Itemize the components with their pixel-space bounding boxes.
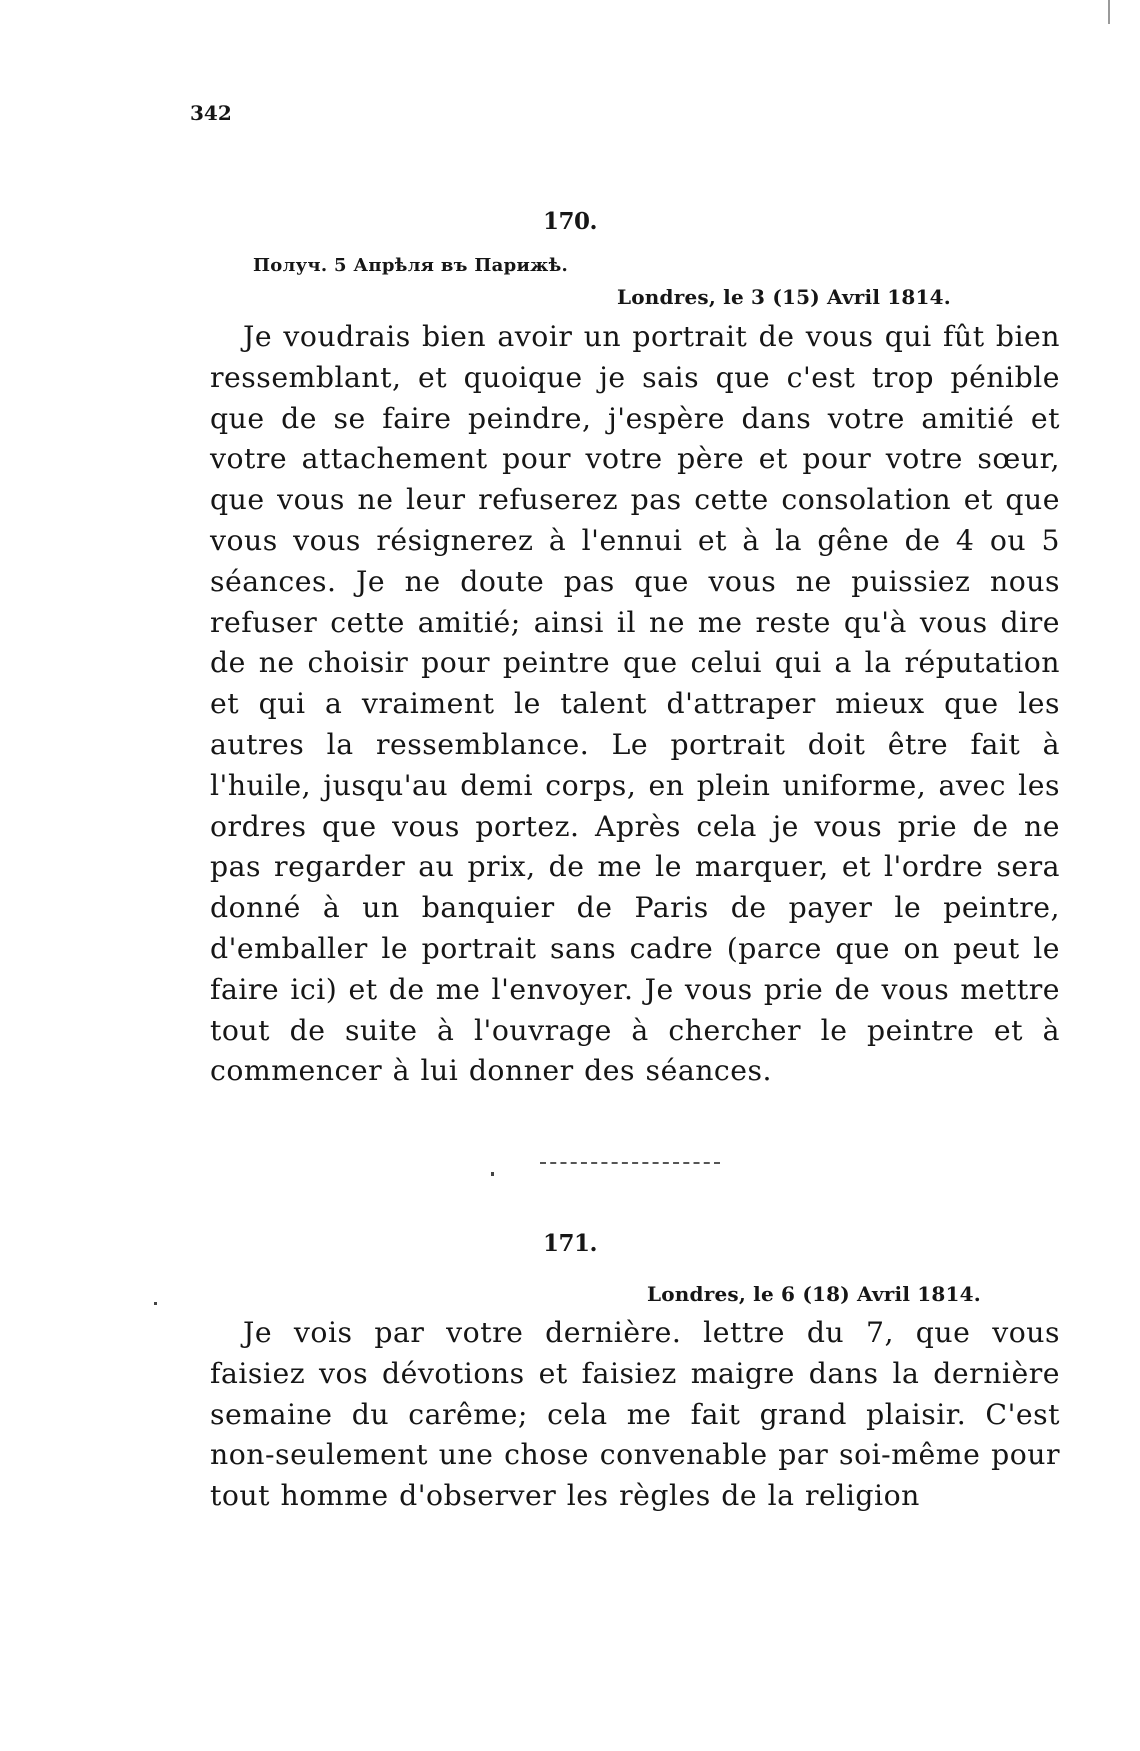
receipt-note: Получ. 5 Апрѣля въ Парижѣ.: [253, 255, 569, 276]
letter-number-171: 171.: [542, 1230, 598, 1257]
page-number: 342: [190, 101, 232, 125]
section-divider: [540, 1162, 720, 1164]
divider-dot: [491, 1172, 494, 1176]
page-edge-mark: [1108, 0, 1110, 24]
letter-170-body: Je voudrais bien avoir un portrait de vous qui fût bien ressemblant, et quoique je sais que c'est trop pénible que de se faire peindre, j'espère dans votre amitié et votre attachement pour votre père et pour votre sœur, que vous ne leur refuserez pas cette consolation et que vous vous résignerez à l'ennui et à la gêne de 4 ou 5 séances. Je ne doute pas que vous ne puissiez nous refuser cette amitié; ainsi il ne me reste qu'à vous dire de ne choisir pour peintre que celui qui a la réputation et qui a vraiment le talent d'attraper mieux que les autres la ressemblance. Le portrait doit être fait à l'huile, jusqu'au demi corps, en plein uniforme, avec les ordres que vous portez. Après cela je vous prie de ne pas regarder au prix, de me le marquer, et l'ordre sera donné à un banquier de Paris de payer le peintre, d'emballer le portrait sans cadre (parce que on peut le faire ici) et de me l'envoyer. Je vous prie de vous mettre tout de suite à l'ouvrage à chercher le peintre et à commencer à lui donner des séances.: [210, 320, 1060, 1088]
letter-number-170: 170.: [542, 208, 598, 235]
letter-171-dateline: Londres, le 6 (18) Avril 1814.: [647, 1282, 981, 1306]
letter-171-body: Je vois par votre dernière. lettre du 7, que vous faisiez vos dévotions et faisiez maigre dans la dernière semaine du carême; cela me fait grand plaisir. C'est non-seulement une chose convenable par soi-même pour tout homme d'observer les règles de la religion: [210, 1316, 1060, 1513]
margin-dot: [154, 1302, 157, 1305]
letter-170-dateline: Londres, le 3 (15) Avril 1814.: [617, 285, 951, 309]
